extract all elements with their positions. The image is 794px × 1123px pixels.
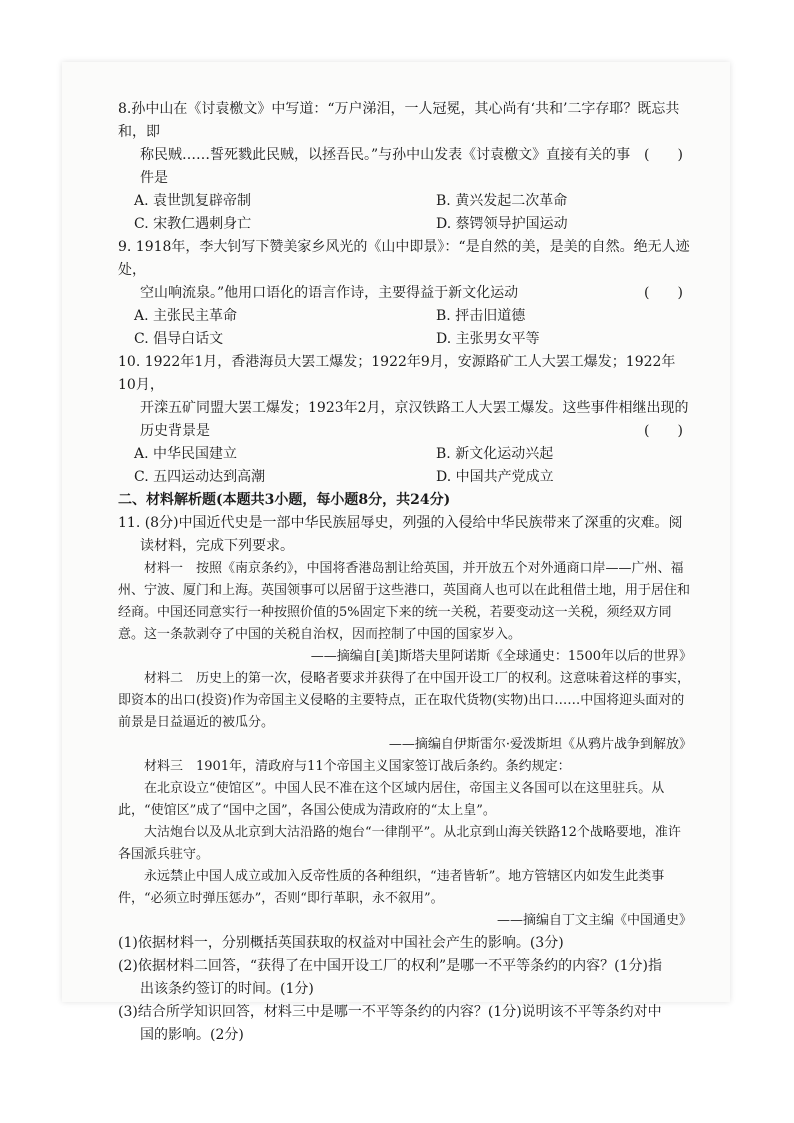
answer-paren: ( ) [644, 147, 683, 163]
section-2-heading: 二、材料解析题(本题共3小题，每小题8分，共24分) [118, 492, 451, 508]
question-9-stem-line-1: 9. 1918年，李大钊写下赞美家乡风光的《山中即景》：“是自然的美，是美的自然。绝无人迹处， [118, 239, 690, 278]
question-8-stem-line-1: 8.孙中山在《讨袁檄文》中写道：“万户涕泪，一人冠冕，其心尚有‘共和’二字存耶？既忘共和，即 [118, 101, 680, 140]
question-9-options [118, 305, 692, 351]
option-d: D. 中国共产党成立 [436, 469, 554, 485]
question-9 [118, 236, 692, 351]
question-10 [118, 351, 692, 489]
sub-question-1: (1)依据材料一，分别概括英国获取的权益对中国社会产生的影响。(3分) [118, 935, 564, 951]
option-c: C. 宋教仁遇刺身亡 [134, 216, 252, 232]
question-10-stem-line-2: 开滦五矿同盟大罢工爆发；1923年2月，京汉铁路工人大罢工爆发。这些事件相继出现的 [140, 400, 689, 416]
option-c: C. 倡导白话文 [134, 331, 224, 347]
material-1: 材料一 按照《南京条约》，中国将香港岛割让给英国，并开放五个对外通商口岸——广州、福州、宁波、厦门和上海。英国领事可以居留于这些港口，英国商人也可以在此租借土地，用于居住和经商。中国还同意实行一种按照价值的5%固定下来的统一关税，若要变动这一关税，须经双方同意。这一条款剥夺了中国的关税自治权，因而控制了中国的国家岁入。 [118, 561, 691, 642]
option-a: A. 袁世凯复辟帝制 [134, 193, 252, 209]
material-3-paragraph-3: 永远禁止中国人成立或加入反帝性质的各种组织，“违者皆斩”。地方管辖区内如发生此类事件，“必须立时弹压惩办”，否则“即行革职，永不叙用”。 [118, 869, 665, 906]
answer-paren: ( ) [644, 285, 683, 301]
option-d: D. 主张男女平等 [436, 331, 540, 347]
question-11-stem-line-1: 11. (8分)中国近代史是一部中华民族屈辱史，列强的入侵给中华民族带来了深重的灾难。阅 [118, 515, 683, 531]
sub-question-3 [118, 1001, 692, 1047]
materials [118, 558, 692, 932]
option-a: A. 主张民主革命 [134, 308, 238, 324]
sub-question-2-line-1: (2)依据材料二回答，“获得了在中国开设工厂的权利”是哪一不平等条约的内容？(1分)指 [118, 958, 662, 974]
question-11-stem-line-2: 读材料，完成下列要求。 [140, 538, 294, 554]
question-10-stem-line-3: 历史背景是 [140, 423, 210, 439]
option-a: A. 中华民国建立 [134, 446, 238, 462]
option-b: B. 抨击旧道德 [436, 308, 526, 324]
sub-question-3-line-2: 国的影响。(2分) [140, 1027, 244, 1043]
option-b: B. 新文化运动兴起 [436, 446, 554, 462]
material-3-paragraph-2: 大沽炮台以及从北京到大沽沿路的炮台“一律削平”。从北京到山海关铁路12个战略要地，准许各国派兵驻守。 [118, 825, 681, 862]
material-3-paragraph-1: 在北京设立“使馆区”。中国人民不准在这个区域内居住，帝国主义各国可以在这里驻兵。从此，“使馆区”成了“国中之国”，各国公使成为清政府的“太上皇”。 [118, 781, 665, 818]
material-1-source: ——摘编自[美]斯塔夫里阿诺斯《全球通史：1500年以后的世界》 [310, 649, 692, 664]
exam-content [118, 98, 692, 1047]
question-8-stem-line-2: 称民贼……誓死戮此民贼，以拯吾民。”与孙中山发表《讨袁檄文》直接有关的事件是 [140, 147, 631, 186]
option-b: B. 黄兴发起二次革命 [436, 193, 568, 209]
question-8 [118, 98, 692, 236]
material-3-intro: 材料三 1901年，清政府与11个帝国主义国家签订战后条约。条约规定： [144, 759, 571, 774]
material-2-source: ——摘编自伊斯雷尔·爱泼斯坦《从鸦片战争到解放》 [388, 737, 692, 752]
answer-paren: ( ) [644, 423, 683, 439]
option-c: C. 五四运动达到高潮 [134, 469, 266, 485]
material-2: 材料二 历史上的第一次，侵略者要求并获得了在中国开设工厂的权利。这意味着这样的事实，即资本的出口(投资)作为帝国主义侵略的主要特点，正在取代货物(实物)出口……中国将迎头面对的前景是日益逼近的被瓜分。 [118, 671, 691, 730]
question-10-options [118, 443, 692, 489]
sub-question-2 [118, 955, 692, 1001]
question-10-stem-line-1: 10. 1922年1月，香港海员大罢工爆发；1922年9月，安源路矿工人大罢工爆发；1922年10月， [118, 354, 676, 393]
question-8-options [118, 190, 692, 236]
question-11 [118, 512, 692, 1047]
material-3-source: ——摘编自丁文主编《中国通史》 [496, 913, 692, 928]
option-d: D. 蔡锷领导护国运动 [436, 216, 568, 232]
sub-question-2-line-2: 出该条约签订的时间。(1分) [140, 981, 314, 997]
question-9-stem-line-2: 空山响流泉。”他用口语化的语言作诗，主要得益于新文化运动 [140, 285, 519, 301]
sub-question-3-line-1: (3)结合所学知识回答，材料三中是哪一不平等条约的内容？(1分)说明该不平等条约对中 [118, 1004, 662, 1020]
